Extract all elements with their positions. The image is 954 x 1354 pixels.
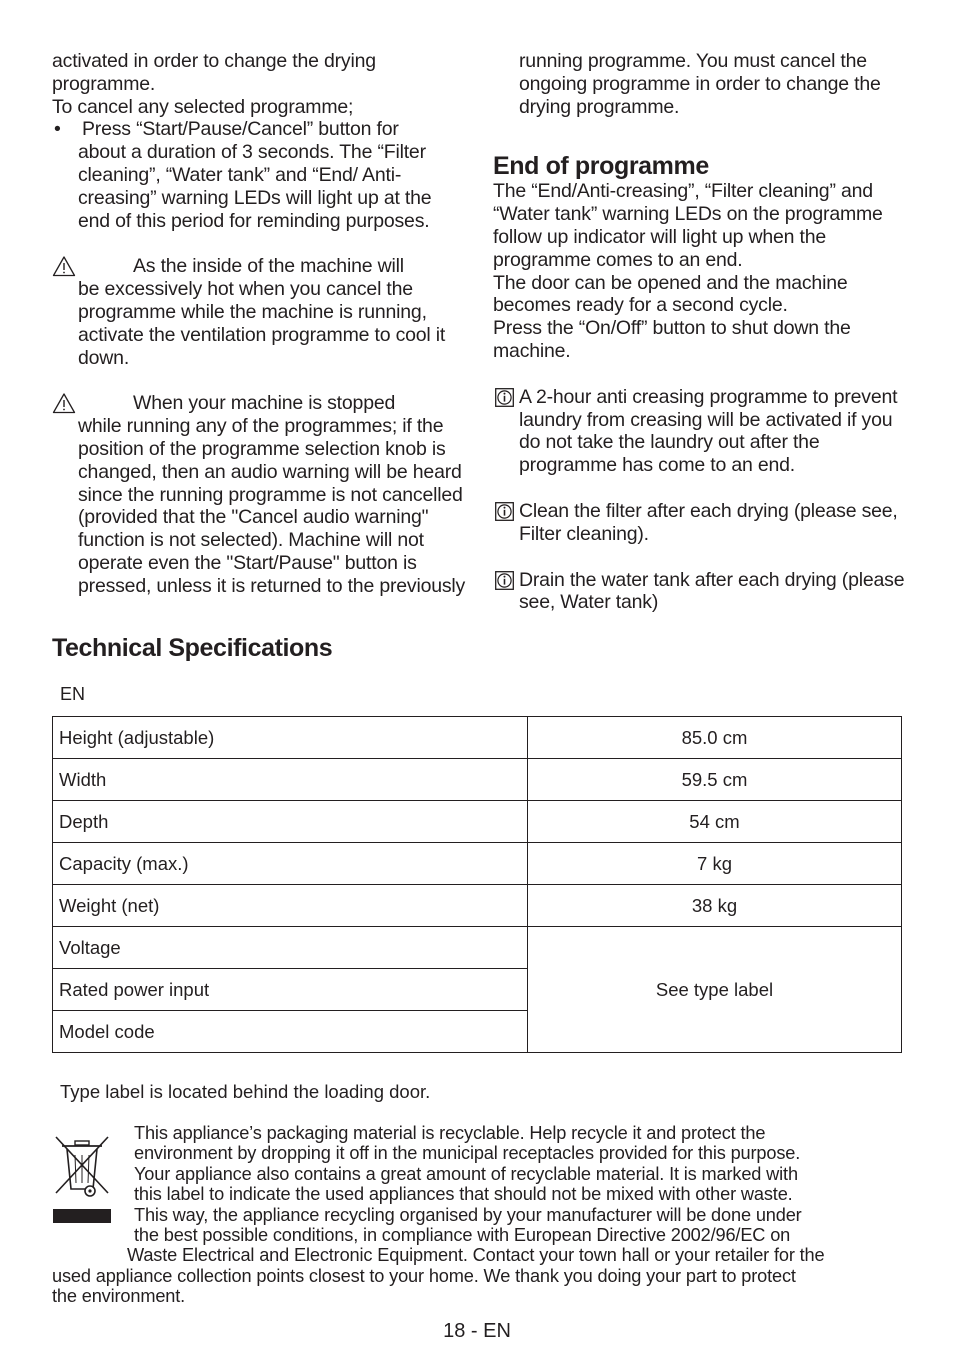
table-row [53,801,902,843]
end-of-programme-heading: End of programme [493,152,709,181]
continuation-line-1: activated in order to change the drying [52,50,376,72]
note1-text: A 2-hour anti creasing programme to prevent laundry from creasing will be activated if you do not take the laundry out after the programme has come to an end. [519,385,898,477]
table-row [53,843,902,885]
left-column [52,50,467,598]
info-icon [495,502,514,521]
table-row [53,717,902,759]
spec-value: 54 cm [528,801,902,843]
spec-label: Capacity (max.) [53,843,528,885]
continuation-text: running programme. You must cancel the ongoing programme in order to change the drying programme. [519,50,881,118]
cancel-bullet [52,118,467,232]
note-drain-tank [493,569,905,615]
recycling-line: used appliance collection points closest to your home. We thank you doing your part to protect [52,1265,796,1286]
spec-label: Rated power input [53,969,528,1011]
warning1-first-line: As the inside of the machine will [133,255,404,278]
spec-value: 38 kg [528,885,902,927]
warning-triangle-icon [52,392,76,414]
spec-label: Model code [53,1011,528,1053]
cancel-intro: To cancel any selected programme; [52,95,354,118]
warning-triangle-icon [52,255,76,277]
bullet-first-line: Press “Start/Pause/Cancel” button for [82,118,399,141]
warning2-first-line: When your machine is stopped [133,392,396,415]
note-clean-filter [493,500,905,546]
end-para-3: Press the “On/Off” button to shut down the machine. [493,317,851,362]
warning1-rest: be excessively hot when you cancel the programme while the machine is running, activate the ventilation programme to cool it down. [78,278,446,369]
spec-label: Height (adjustable) [53,717,528,759]
recycling-line: This way, the appliance recycling organised by your manufacturer will be done under [134,1204,802,1225]
table-row [53,759,902,801]
bullet-mark: • [54,118,61,141]
spec-label: Voltage [53,927,528,969]
continuation-line-2: programme. [52,72,156,95]
technical-specifications-heading: Technical Specifications [52,634,333,662]
note3-text: Drain the water tank after each drying (please see, Water tank) [519,568,905,614]
recycling-line: the environment. [52,1286,186,1307]
spec-value: 7 kg [528,843,902,885]
page-number: 18 - EN [443,1320,511,1342]
bullet-rest: about a duration of 3 seconds. The “Filter cleaning”, “Water tank” and “End/ Anti-creasing” warning LEDs will light up at the end of this period for reminding purposes. [78,141,432,232]
spec-table [52,716,902,1053]
spec-label: Width [53,759,528,801]
language-label: EN [60,684,86,704]
table-row [53,885,902,927]
type-label-note: Type label is located behind the loading door. [60,1081,431,1102]
recycling-notice [52,1123,904,1307]
recycling-line: Your appliance also contains a great amount of recyclable material. It is marked with [134,1163,798,1184]
right-column [493,50,905,614]
warning-knob-changed [52,392,467,597]
spec-label: Depth [53,801,528,843]
spec-label: Weight (net) [53,885,528,927]
end-para-1: The “End/Anti-creasing”, “Filter cleaning” and “Water tank” warning LEDs on the programme follow up indicator will light up when the programme comes to an end. [493,180,883,271]
recycling-line: this label to indicate the used appliances that should not be mixed with other waste. [134,1184,793,1205]
spec-value: See type label [528,927,902,1053]
note2-text: Clean the filter after each drying (please see, Filter cleaning). [519,499,898,545]
recycling-line: environment by dropping it off in the municipal receptacles provided for this purpose. [134,1143,801,1164]
table-row [53,927,902,969]
spec-value: 85.0 cm [528,717,902,759]
end-para-2: The door can be opened and the machine becomes ready for a second cycle. [493,271,848,317]
note-anti-creasing [493,386,905,477]
warning2-rest: while running any of the programmes; if the position of the programme selection knob is changed, then an audio warning will be heard since the running programme is not cancelled (provided that the "Cancel audio warning" function is not selected). Machine will not operate even the "Start/Pause" button is pressed, unless it is returned to the previously [78,415,466,597]
recycling-line: This appliance’s packaging material is recyclable. Help recycle it and protect the [134,1123,766,1143]
info-icon [495,571,514,590]
recycling-line: Waste Electrical and Electronic Equipment. Contact your town hall or your retailer for the [127,1245,825,1266]
recycling-line: the best possible conditions, in compliance with European Directive 2002/96/EC on [134,1225,791,1246]
warning-hot-inside [52,255,467,369]
info-icon [495,388,514,407]
spec-value: 59.5 cm [528,759,902,801]
